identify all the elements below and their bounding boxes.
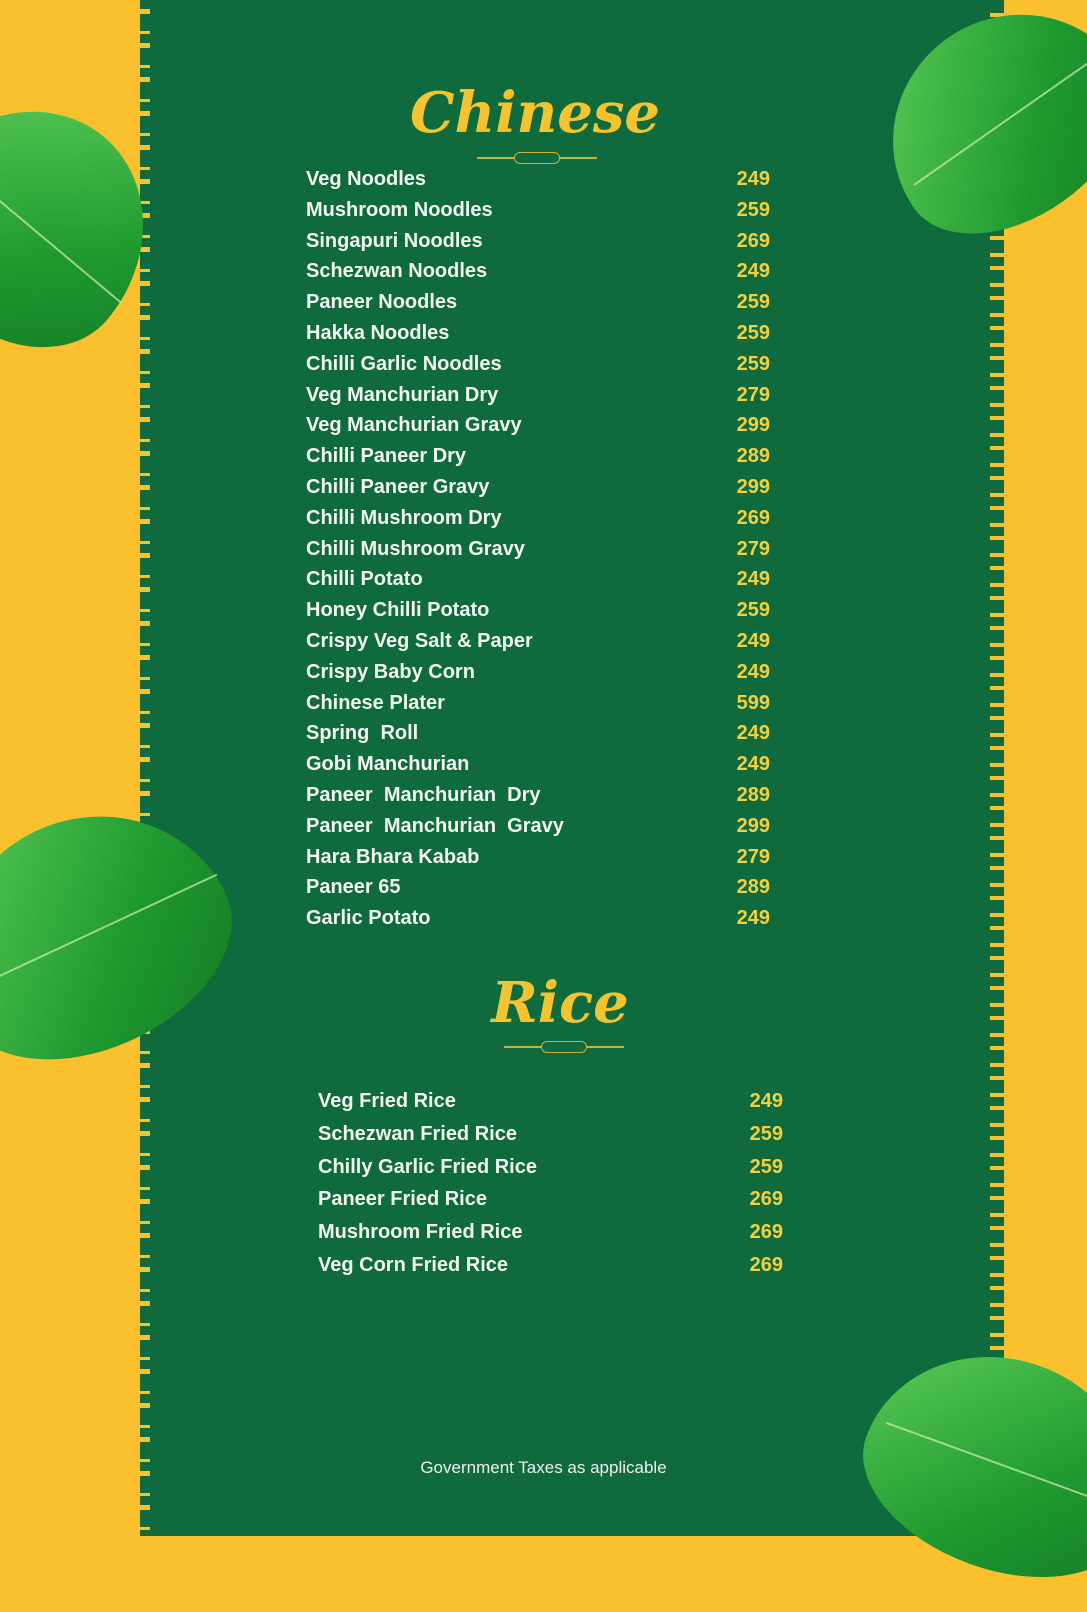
- item-price: 249: [736, 907, 770, 930]
- item-name: Crispy Baby Corn: [306, 660, 475, 683]
- item-name: Veg Manchurian Gravy: [306, 414, 522, 437]
- item-name: Paneer Noodles: [306, 291, 458, 314]
- menu-item: [306, 226, 770, 257]
- item-name: Hakka Noodles: [306, 321, 450, 344]
- item-price: 289: [736, 783, 770, 806]
- menu-item: [306, 164, 770, 195]
- item-price: 259: [736, 352, 770, 375]
- item-price: 289: [736, 876, 770, 899]
- chinese-menu-list: [306, 164, 770, 934]
- item-name: Paneer Manchurian Gravy: [306, 814, 564, 837]
- item-price: 249: [736, 753, 770, 776]
- menu-item: [318, 1249, 783, 1282]
- rice-menu-list: [318, 1085, 783, 1282]
- menu-item: [306, 626, 770, 657]
- item-name: Mushroom Noodles: [306, 198, 493, 221]
- item-name: Veg Corn Fried Rice: [318, 1253, 509, 1276]
- item-name: Honey Chilli Potato: [306, 599, 490, 622]
- item-name: Veg Fried Rice: [318, 1090, 456, 1112]
- menu-item: [306, 749, 770, 780]
- item-price: 249: [749, 1090, 783, 1112]
- menu-item: [318, 1118, 783, 1151]
- item-name: Chinese Plater: [306, 691, 445, 714]
- item-name: Paneer Fried Rice: [318, 1188, 487, 1211]
- item-name: Chilly Garlic Fried Rice: [318, 1155, 537, 1178]
- item-price: 269: [736, 229, 770, 252]
- item-name: Chilli Garlic Noodles: [306, 352, 502, 375]
- item-name: Chilli Paneer Gravy: [306, 475, 490, 498]
- menu-item: [306, 564, 770, 595]
- item-name: Singapuri Noodles: [306, 229, 483, 252]
- item-price: 289: [736, 445, 770, 468]
- item-name: Schezwan Noodles: [306, 260, 488, 283]
- item-price: 279: [736, 537, 770, 560]
- menu-item: [306, 195, 770, 226]
- menu-item: [306, 903, 770, 934]
- item-price: 599: [736, 691, 770, 714]
- item-name: Chilli Mushroom Dry: [306, 506, 502, 529]
- item-name: Mushroom Fried Rice: [318, 1221, 523, 1244]
- item-price: 269: [749, 1188, 783, 1211]
- item-name: Hara Bhara Kabab: [306, 845, 480, 868]
- item-price: 249: [736, 660, 770, 683]
- title-ornament: [477, 157, 597, 159]
- menu-item: [306, 318, 770, 349]
- menu-item: [306, 872, 770, 903]
- item-price: 269: [749, 1253, 783, 1276]
- section-title-chinese: Chinese: [409, 80, 661, 146]
- item-name: Veg Noodles: [306, 168, 427, 190]
- menu-item: [318, 1216, 783, 1249]
- item-name: Paneer Manchurian Dry: [306, 783, 541, 806]
- menu-item: [306, 718, 770, 749]
- section-title-rice: Rice: [491, 970, 629, 1036]
- menu-item: [318, 1085, 783, 1118]
- item-name: Chilli Mushroom Gravy: [306, 537, 525, 560]
- menu-item: [306, 410, 770, 441]
- torn-edge-left: [140, 0, 164, 1536]
- item-price: 269: [749, 1221, 783, 1244]
- item-price: 249: [736, 722, 770, 745]
- item-price: 259: [736, 599, 770, 622]
- item-name: Chilli Potato: [306, 568, 423, 591]
- menu-item: [318, 1151, 783, 1184]
- item-price: 259: [736, 321, 770, 344]
- item-price: 249: [736, 168, 770, 190]
- menu-item: [306, 472, 770, 503]
- menu-item: [306, 287, 770, 318]
- item-price: 249: [736, 568, 770, 591]
- item-price: 249: [736, 629, 770, 652]
- item-name: Crispy Veg Salt & Paper: [306, 629, 533, 652]
- item-price: 299: [736, 414, 770, 437]
- item-name: Spring Roll: [306, 722, 419, 745]
- menu-item: [306, 534, 770, 565]
- item-name: Chilli Paneer Dry: [306, 445, 467, 468]
- menu-item: [318, 1183, 783, 1216]
- item-price: 299: [736, 814, 770, 837]
- item-name: Veg Manchurian Dry: [306, 383, 499, 406]
- menu-item: [306, 688, 770, 719]
- menu-item: [306, 349, 770, 380]
- item-price: 269: [736, 506, 770, 529]
- item-price: 249: [736, 260, 770, 283]
- menu-item: [306, 441, 770, 472]
- item-price: 259: [736, 198, 770, 221]
- footer-note: Government Taxes as applicable: [420, 1458, 667, 1477]
- item-name: Schezwan Fried Rice: [318, 1122, 517, 1145]
- item-price: 279: [736, 845, 770, 868]
- item-name: Gobi Manchurian: [306, 753, 470, 776]
- item-price: 279: [736, 383, 770, 406]
- menu-item: [306, 503, 770, 534]
- item-name: Garlic Potato: [306, 907, 431, 930]
- menu-item: [306, 256, 770, 287]
- menu-item: [306, 780, 770, 811]
- menu-item: [306, 842, 770, 873]
- menu-item: [306, 811, 770, 842]
- item-name: Paneer 65: [306, 876, 401, 899]
- item-price: 299: [736, 475, 770, 498]
- menu-item: [306, 595, 770, 626]
- item-price: 259: [736, 291, 770, 314]
- menu-item: [306, 657, 770, 688]
- menu-item: [306, 380, 770, 411]
- item-price: 259: [749, 1155, 783, 1178]
- title-ornament: [504, 1046, 624, 1048]
- item-price: 259: [749, 1122, 783, 1145]
